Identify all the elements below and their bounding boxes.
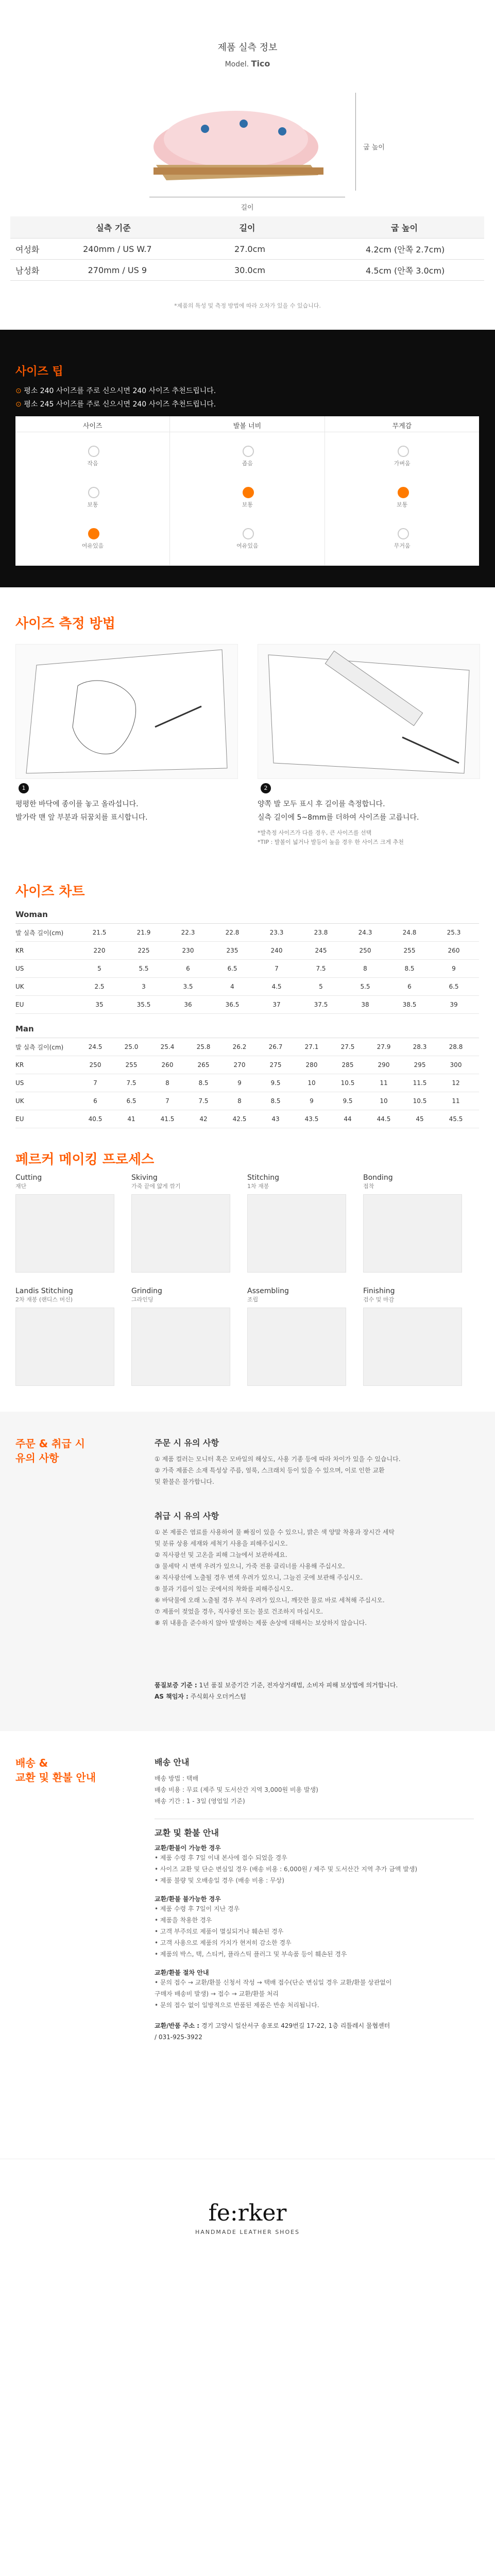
table-row: 남성화 270mm / US 9 30.0cm 4.5cm (안쪽 3.0cm) (10, 260, 484, 281)
footer-tagline: HANDMADE LEATHER SHOES (195, 2229, 300, 2235)
table-cell: 250 (359, 947, 371, 954)
table-cell: 255 (403, 947, 416, 954)
return-address: 교환/반품 주소 : 경기 고양시 일산서구 송포로 429번길 17-22, 1층 리틀레시 물협센터 / 031-925-3922 (155, 2022, 390, 2041)
man-label: Man (15, 1020, 479, 1038)
process-step-name: Grinding (131, 1287, 162, 1295)
table-row (15, 1092, 479, 1110)
process-step (131, 1287, 240, 1386)
process-step-name: Landis Stitching (15, 1287, 73, 1295)
care-left-title: 주문 & 취급 시 유의 사항 (15, 1437, 85, 1464)
table-cell: 7 (165, 1097, 169, 1105)
measure-illustration-2 (258, 644, 480, 779)
table-cell: 37.5 (314, 1001, 328, 1008)
tip-column-size: 작음 보통 여유있음 (15, 432, 169, 565)
process-grid (15, 1174, 479, 1400)
table-cell: 43 (271, 1115, 280, 1123)
table-cell: 24.5 (88, 1043, 103, 1050)
table-cell: 27.9 (377, 1043, 391, 1050)
table-cell: 6 (186, 965, 190, 972)
row-label: EU (15, 1115, 24, 1123)
table-cell: 25.4 (160, 1043, 175, 1050)
exchange-info: 교환 및 환불 안내 교환/환불이 가능한 경우 • 제품 수령 후 7일 이내 본사에 접수 되었을 경우 • 사이즈 교환 및 단순 변심일 경우 (배송 비용 : 6,000원 / 제주 및 도서산간 지역 추가 금액 발생) • 제품 불량 및 오배송일 경우 (배송 비용 : 무상) 교환/환불 불가능한 경우 • 제품 수령 후 7일이 지난 경우 • 제품을 착용한 경우 • 고객 부주의로 제품이 멸실되거나 훼손된 경우 • 고객 사용으로 제품의 가치가 현저히 감소한 경우 • 제품의 박스, 택, 스티커, 플라스틱 플러그 및 부속품 등이 훼손된 경우 교환/환불 절차 안내 • 문의 접수 → 교환/환불 신청서 작성 → 택배 접수(단순 변심일 경우 교환/환불 상관없이 구매자 배송비 발생) → 접수 → 교환/환불 처리 • 문의 접수 없이 일방적으로 반품된 제품은 반송 처리됩니다. 교환/반품 주소 : 경기 고양시 일산서구 송포로 429번길 17-22, 1층 리틀레시 물협센터 / 031-925-3922 (155, 1819, 474, 2043)
table-row (15, 1056, 479, 1074)
process-step-sub: 검수 및 마감 (363, 1296, 395, 1303)
table-cell: 275 (269, 1061, 282, 1069)
product-image (146, 82, 342, 191)
row-label: UK (15, 983, 24, 990)
process-step-sub: 가죽 끝에 얇게 깎기 (131, 1183, 181, 1190)
process-step-sub: 접착 (363, 1183, 374, 1190)
table-row (15, 996, 479, 1014)
process-step (363, 1174, 471, 1273)
process-step-sub: 조립 (247, 1296, 259, 1303)
row-label: UK (15, 1097, 24, 1105)
table-row: 여성화 240mm / US W.7 27.0cm 4.2cm (안쪽 2.7cm) (10, 239, 484, 260)
shipping-left-title: 배송 & 교환 및 환불 안내 (15, 1757, 96, 1784)
woman-label: Woman (15, 906, 479, 924)
table-cell: 245 (315, 947, 327, 954)
table-cell: 10.5 (413, 1097, 427, 1105)
table-cell: 9 (310, 1097, 314, 1105)
option-dot (88, 446, 99, 459)
table-cell: 8.5 (198, 1079, 209, 1087)
table-cell: 43.5 (304, 1115, 319, 1123)
row-label: EU (15, 1001, 24, 1008)
process-step-sub: 1차 재봉 (247, 1183, 269, 1190)
row-label: 발 실측 길이(cm) (15, 929, 64, 937)
table-cell: 36.5 (225, 1001, 240, 1008)
table-cell: 11.5 (413, 1079, 427, 1087)
table-cell: 42.5 (232, 1115, 247, 1123)
table-cell: 35 (95, 1001, 104, 1008)
table-cell: 28.8 (449, 1043, 463, 1050)
order-list: ① 제품 컬러는 모니터 혹은 모바일의 해상도, 사용 기종 등에 따라 차이가 있을 수 있습니다. ② 가죽 제품은 소재 특성상 주름, 얼룩, 스크래치 등이 있을 수 있으며, 이로 인한 교환 및 환불은 불가합니다. (155, 1455, 401, 1485)
table-cell: 5.5 (139, 965, 149, 972)
size-tips-section (0, 330, 495, 587)
table-cell: 5 (97, 965, 101, 972)
table-cell: 22.3 (181, 929, 195, 936)
process-step-name: Cutting (15, 1174, 42, 1182)
process-title: 페르커 메이킹 프로세스 (15, 1152, 155, 1167)
table-cell: 37 (272, 1001, 281, 1008)
size-chart-section (0, 876, 495, 1144)
process-step-image (131, 1194, 230, 1273)
process-step (15, 1174, 124, 1273)
method-list: • 문의 접수 → 교환/환불 신청서 작성 → 택배 접수(단순 변심일 경우 교환/환불 상관없이 구매자 배송비 발생) → 접수 → 교환/환불 처리 • 문의 접수 없이 일방적으로 반품된 제품은 반송 처리됩니다. (155, 1979, 392, 2009)
table-cell: 220 (93, 947, 106, 954)
table-cell: 250 (89, 1061, 101, 1069)
order-notice: 주문 시 유의 사항 ① 제품 컬러는 모니터 혹은 모바일의 해상도, 사용 기종 등에 따라 차이가 있을 수 있습니다. ② 가죽 제품은 소재 특성상 주름, 얼룩, 스크래치 등이 있을 수 있으며, 이로 인한 교환 및 환불은 불가합니다. (155, 1436, 474, 1487)
option-dot-selected (398, 487, 409, 498)
table-cell: 2.5 (94, 983, 105, 990)
table-cell: 9.5 (270, 1079, 281, 1087)
quality-info: 품질보증 기준 : 1년 품질 보증기간 기준, 전자상거래법, 소비자 피해 보상법에 의거합니다. AS 책임자 : 주식회사 오더커스텀 (155, 1682, 398, 1700)
row-label: KR (15, 947, 24, 954)
man-size-table (15, 1020, 479, 1128)
height-label: 굽 높이 (363, 144, 385, 151)
model-info: Model. Tico (225, 59, 270, 69)
step2-line1: 양쪽 발 모두 표시 후 길이를 측정합니다. (258, 800, 385, 808)
step-number: 2 (261, 783, 271, 793)
table-cell: 260 (448, 947, 460, 954)
row-label: US (15, 965, 24, 972)
table-cell: 8.5 (404, 965, 415, 972)
option-dot (243, 528, 254, 541)
woman-size-table (15, 906, 479, 1014)
process-step-image (247, 1194, 346, 1273)
table-row (15, 1074, 479, 1092)
process-step-name: Assembling (247, 1287, 289, 1295)
measure-table (10, 216, 484, 281)
table-cell: 41.5 (160, 1115, 175, 1123)
process-step (247, 1174, 355, 1273)
table-cell: 38.5 (402, 1001, 417, 1008)
table-cell: 8 (165, 1079, 169, 1087)
step2-note1: *발측정 사이즈가 다를 경우, 큰 사이즈를 선택 (258, 829, 372, 836)
process-step-image (15, 1194, 114, 1273)
table-cell: 21.5 (92, 929, 107, 936)
table-cell: 295 (414, 1061, 426, 1069)
delivery-list: 배송 방법 : 택배 배송 비용 : 무료 (제주 및 도서산간 지역 3,000원 비용 발생) 배송 기간 : 1 - 3일 (영업일 기준) (155, 1775, 318, 1805)
table-cell: 8 (363, 965, 367, 972)
process-step-sub: 재단 (15, 1183, 27, 1190)
process-step (363, 1287, 471, 1386)
step2-note2: *TIP : 발볼이 넓거나 발등이 높을 경우 한 사이즈 크게 추천 (258, 839, 404, 845)
table-cell: 240 (270, 947, 283, 954)
option-dot (88, 487, 99, 500)
table-cell: 225 (138, 947, 150, 954)
table-cell: 45 (416, 1115, 424, 1123)
process-step-image (247, 1308, 346, 1386)
table-row (15, 978, 479, 996)
table-cell: 24.3 (358, 929, 372, 936)
table-cell: 40.5 (88, 1115, 103, 1123)
delivery-info: 배송 안내 배송 방법 : 택배 배송 비용 : 무료 (제주 및 도서산간 지역 3,000원 비용 발생) 배송 기간 : 1 - 3일 (영업일 기준) (155, 1756, 474, 1807)
table-cell: 25.0 (124, 1043, 139, 1050)
table-cell: 4 (230, 983, 234, 990)
table-cell: 290 (378, 1061, 390, 1069)
process-step-image (363, 1194, 462, 1273)
table-cell: 6 (93, 1097, 97, 1105)
table-cell: 270 (233, 1061, 246, 1069)
table-cell: 24.8 (402, 929, 417, 936)
handle-list: ① 본 제품은 염료를 사용하여 물 빠짐이 있을 수 있으니, 밝은 색 양말 착용과 장시간 세탁 및 분류 상용 세재와 세척기 사용을 피해주십시오. ② 직사광선 및 고온을 피해 그늘에서 보관하세요. ③ 물세탁 시 변색 우려가 있으니, 가죽 전용 클리너를 사용해 주십시오. ④ 직사광선에 노출될 경우 변색 우려가 있으니, 그늘진 곳에 보관해 주십시오. ⑤ 불과 기름이 있는 곳에서의 착화를 피해주십시오. ⑥ 바닥물에 오래 노출될 경우 부식 우려가 있으니, 깨끗한 물로 바로 세척해 주십시오. ⑦ 제품이 젖었을 경우, 직사광선 또는 불로 건조하지 마십시오. ⑧ 위 내용을 준수하지 않아 발생하는 제품 손상에 대해서는 보상하지 않습니다. (155, 1529, 395, 1626)
product-measure-section (0, 0, 495, 330)
size-tips-title: 사이즈 팁 (15, 365, 63, 378)
step2-line2: 실측 길이에 5~8mm를 더하여 사이즈를 고릅니다. (258, 814, 419, 822)
table-cell: 26.2 (232, 1043, 247, 1050)
table-cell: 5 (319, 983, 323, 990)
size-tip-grid (15, 416, 479, 566)
woman-rows (15, 924, 479, 1014)
page-title: 제품 실측 정보 (217, 42, 278, 53)
row-label: 발 실측 길이(cm) (15, 1043, 64, 1051)
possible-list: • 제품 수령 후 7일 이내 본사에 접수 되었을 경우 • 사이즈 교환 및 단순 변심일 경우 (배송 비용 : 6,000원 / 제주 및 도서산간 지역 추가 금액 발생) • 제품 불량 및 오배송일 경우 (배송 비용 : 무상) (155, 1854, 418, 1884)
table-cell: 285 (342, 1061, 354, 1069)
table-cell: 300 (450, 1061, 462, 1069)
process-step-image (15, 1308, 114, 1386)
table-row (15, 942, 479, 960)
tip-column-width: 좁음 보통 여유있음 (169, 432, 324, 565)
table-row (15, 960, 479, 978)
footer-logo: fe:rker (208, 2200, 287, 2226)
table-cell: 9 (237, 1079, 242, 1087)
measure-illustration-1 (15, 644, 238, 779)
table-cell: 25.3 (447, 929, 461, 936)
table-cell: 10.5 (340, 1079, 355, 1087)
table-cell: 23.3 (269, 929, 284, 936)
table-row (15, 1038, 479, 1056)
step1-line1: 평평한 바닥에 종이를 놓고 올라섭니다. (15, 800, 139, 808)
process-step-name: Finishing (363, 1287, 395, 1295)
measure-note: *제품의 특성 및 측정 방법에 따라 오차가 있을 수 있습니다. (174, 302, 321, 309)
tip-item: ⊙ 평소 245 사이즈를 주로 신으시면 240 사이즈 추천드립니다. (15, 400, 216, 409)
table-cell: 7.5 (198, 1097, 209, 1105)
row-label: US (15, 1079, 24, 1087)
table-cell: 7 (275, 965, 279, 972)
table-cell: 9.5 (343, 1097, 353, 1105)
table-cell: 44.5 (377, 1115, 391, 1123)
table-cell: 22.8 (225, 929, 240, 936)
height-indicator (355, 93, 356, 191)
table-cell: 7.5 (126, 1079, 136, 1087)
table-cell: 27.5 (340, 1043, 355, 1050)
table-row (15, 924, 479, 942)
table-cell: 6.5 (227, 965, 237, 972)
table-cell: 45.5 (449, 1115, 463, 1123)
size-method-title: 사이즈 측정 방법 (15, 616, 115, 632)
length-label: 길이 (241, 204, 254, 212)
size-tip-header: 사이즈 발볼 너비 무게감 (15, 416, 479, 432)
table-cell: 9 (452, 965, 456, 972)
tip-column-weight: 가벼움 보통 무거움 (325, 432, 479, 565)
size-chart-title: 사이즈 차트 (15, 884, 85, 900)
handle-notice: 취급 시 유의 사항 ① 본 제품은 염료를 사용하여 물 빠짐이 있을 수 있으니, 밝은 색 양말 착용과 장시간 세탁 및 분류 상용 세재와 세척기 사용을 피해주십시오. ② 직사광선 및 고온을 피해 그늘에서 보관하세요. ③ 물세탁 시 변색 우려가 있으니, 가죽 전용 클리너를 사용해 주십시오. ④ 직사광선에 노출될 경우 변색 우려가 있으니, 그늘진 곳에 보관해 주십시오. ⑤ 불과 기름이 있는 곳에서의 착화를 피해주십시오. ⑥ 바닥물에 오래 노출될 경우 부식 우려가 있으니, 깨끗한 물로 바로 세척해 주십시오. ⑦ 제품이 젖었을 경우, 직사광선 또는 불로 건조하지 마십시오. ⑧ 위 내용을 준수하지 않아 발생하는 제품 손상에 대해서는 보상하지 않습니다. (155, 1510, 474, 1629)
table-cell: 44 (344, 1115, 352, 1123)
process-step-name: Bonding (363, 1174, 393, 1182)
process-step-sub: 2차 재봉 (랜디스 머신) (15, 1296, 73, 1303)
table-cell: 7.5 (316, 965, 326, 972)
table-cell: 235 (226, 947, 238, 954)
table-cell: 7 (93, 1079, 97, 1087)
table-cell: 230 (182, 947, 194, 954)
table-cell: 38 (361, 1001, 369, 1008)
option-dot (398, 446, 409, 459)
table-cell: 260 (161, 1061, 174, 1069)
table-cell: 3 (142, 983, 146, 990)
table-cell: 11 (452, 1097, 460, 1105)
process-step-name: Skiving (131, 1174, 158, 1182)
table-cell: 265 (197, 1061, 210, 1069)
process-step-image (131, 1308, 230, 1386)
table-cell: 27.1 (304, 1043, 319, 1050)
table-cell: 42 (199, 1115, 208, 1123)
shipping-section (0, 1731, 495, 2269)
table-cell: 8 (237, 1097, 242, 1105)
process-step-image (363, 1308, 462, 1386)
table-cell: 36 (184, 1001, 192, 1008)
table-cell: 26.7 (268, 1043, 283, 1050)
step-number: 1 (19, 783, 29, 793)
table-cell: 10 (308, 1079, 316, 1087)
table-cell: 6.5 (126, 1097, 136, 1105)
table-cell: 5.5 (360, 983, 370, 990)
table-cell: 10 (380, 1097, 388, 1105)
process-step-name: Stitching (247, 1174, 279, 1182)
table-cell: 41 (127, 1115, 135, 1123)
table-cell: 39 (450, 1001, 458, 1008)
table-cell: 23.8 (314, 929, 328, 936)
table-cell: 11 (380, 1079, 388, 1087)
table-cell: 21.9 (136, 929, 151, 936)
care-section (0, 1412, 495, 1731)
option-dot (398, 528, 409, 541)
table-cell: 280 (305, 1061, 318, 1069)
impossible-list: • 제품 수령 후 7일이 지난 경우 • 제품을 착용한 경우 • 고객 부주의로 제품이 멸실되거나 훼손된 경우 • 고객 사용으로 제품의 가치가 현저히 감소한 경우 • 제품의 박스, 택, 스티커, 플라스틱 플러그 및 부속품 등이 훼손된 경우 (155, 1905, 347, 1958)
step1-line2: 발가락 맨 앞 부분과 뒤꿈치를 표시합니다. (15, 814, 148, 822)
table-cell: 35.5 (136, 1001, 151, 1008)
table-cell: 12 (452, 1079, 460, 1087)
size-method-section (0, 587, 495, 876)
option-dot (243, 446, 254, 459)
table-cell: 28.3 (413, 1043, 427, 1050)
table-cell: 255 (125, 1061, 138, 1069)
process-step (15, 1287, 124, 1386)
table-cell: 6 (407, 983, 412, 990)
table-cell: 6.5 (449, 983, 459, 990)
process-step-sub: 그라인딩 (131, 1296, 153, 1303)
measure-table-header: 실측 기준 길이 굽 높이 (10, 216, 484, 239)
tip-item: ⊙ 평소 240 사이즈를 주로 신으시면 240 사이즈 추천드립니다. (15, 387, 216, 395)
process-section (0, 1144, 495, 1412)
table-row (15, 1110, 479, 1128)
option-dot-selected (88, 528, 99, 539)
table-cell: 8.5 (270, 1097, 281, 1105)
row-label: KR (15, 1061, 24, 1069)
man-rows (15, 1038, 479, 1128)
table-cell: 3.5 (183, 983, 193, 990)
table-cell: 4.5 (271, 983, 282, 990)
process-step (247, 1287, 355, 1386)
process-step (131, 1174, 240, 1273)
option-dot-selected (243, 487, 254, 498)
size-tip-body (15, 432, 479, 565)
table-cell: 25.8 (196, 1043, 211, 1050)
